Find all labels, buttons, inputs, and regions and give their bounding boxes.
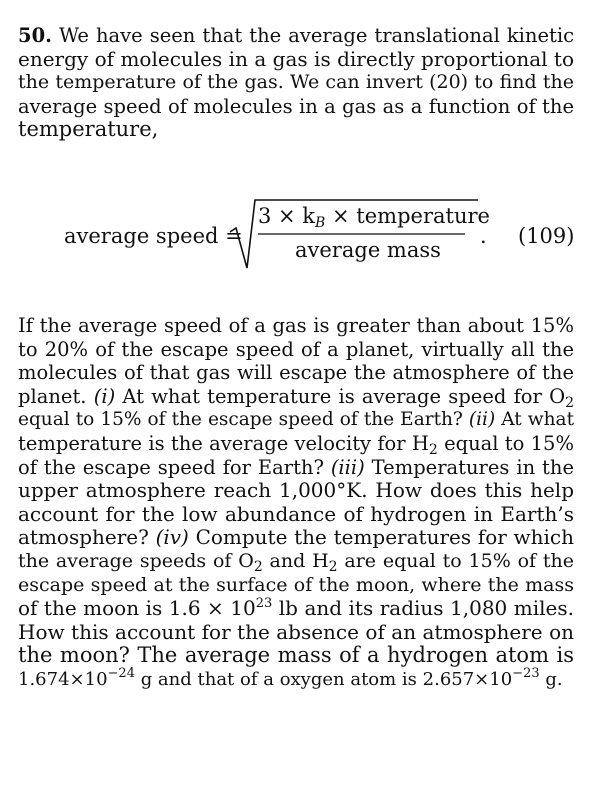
problem-line: If the average speed of a gas is greater than about 15% <box>18 314 574 337</box>
problem-line: $1.674\times 10^{-24}$ g and that of a oxygen atom is $2.657\times 10^{-23}$ g. <box>18 665 563 690</box>
problem-number: 50. <box>18 24 52 47</box>
problem-line: planet. (i) At what temperature is average speed for $O_2$ <box>18 384 574 411</box>
intro-line-1: 50. We have seen that the average translational kinetic <box>18 24 574 47</box>
problem-line: escape speed at the surface of the moon, where the mass <box>18 573 574 596</box>
problem-line: atmosphere? (iv) Compute the temperatures for which <box>18 525 574 550</box>
fraction-denominator: average mass <box>295 238 441 262</box>
problem-line: the moon? The average mass of a hydrogen atom is <box>18 643 574 668</box>
problem-line: molecules of that gas will escape the atmosphere of the <box>18 361 574 385</box>
equation-lhs: average speed = <box>64 224 243 248</box>
problem-line: the average speeds of $O_2$ and $H_2$ are equal to 15% of the <box>18 549 574 575</box>
problem-line: upper atmosphere reach 1,000°K. How does this help <box>18 478 574 503</box>
problem-line: temperature is the average velocity for $H_2$ equal to 15% <box>18 431 574 458</box>
intro-line-4: average speed of molecules in a gas as a function of the <box>18 94 574 118</box>
problem-paragraph <box>18 314 574 692</box>
part-iv-label: (iv) <box>155 525 189 550</box>
part-iii-label: (iii) <box>330 455 365 479</box>
problem-line: of the escape speed for Earth? (iii) Temperatures in the <box>18 455 574 479</box>
problem-line: to 20% of the escape speed of a planet, virtually all the <box>18 337 574 361</box>
problem-line: How this account for the absence of an atmosphere on <box>18 619 574 644</box>
fraction-numerator: $3 \times k_B$ × temperature <box>258 204 490 231</box>
problem-line: account for the low abundance of hydrogen in Earth’s <box>18 501 574 526</box>
equation-109 <box>0 196 610 276</box>
problem-line: of the moon is $1.6 \times 10^{23}$ lb and its radius 1,080 miles. <box>18 596 574 621</box>
intro-paragraph <box>18 24 574 142</box>
equation-number: (109) <box>518 224 575 248</box>
part-i-label: (i) <box>93 384 116 408</box>
intro-line-5: temperature, <box>18 117 159 142</box>
intro-line-2: energy of molecules in a gas is directly proportional to <box>18 46 574 71</box>
intro-line-3: the temperature of the gas. We can invert (20) to find the <box>18 71 574 94</box>
part-ii-label: (ii) <box>468 409 496 431</box>
equation-period: . <box>480 224 487 248</box>
problem-line: equal to 15% of the escape speed of the Earth? (ii) At what <box>18 409 574 431</box>
